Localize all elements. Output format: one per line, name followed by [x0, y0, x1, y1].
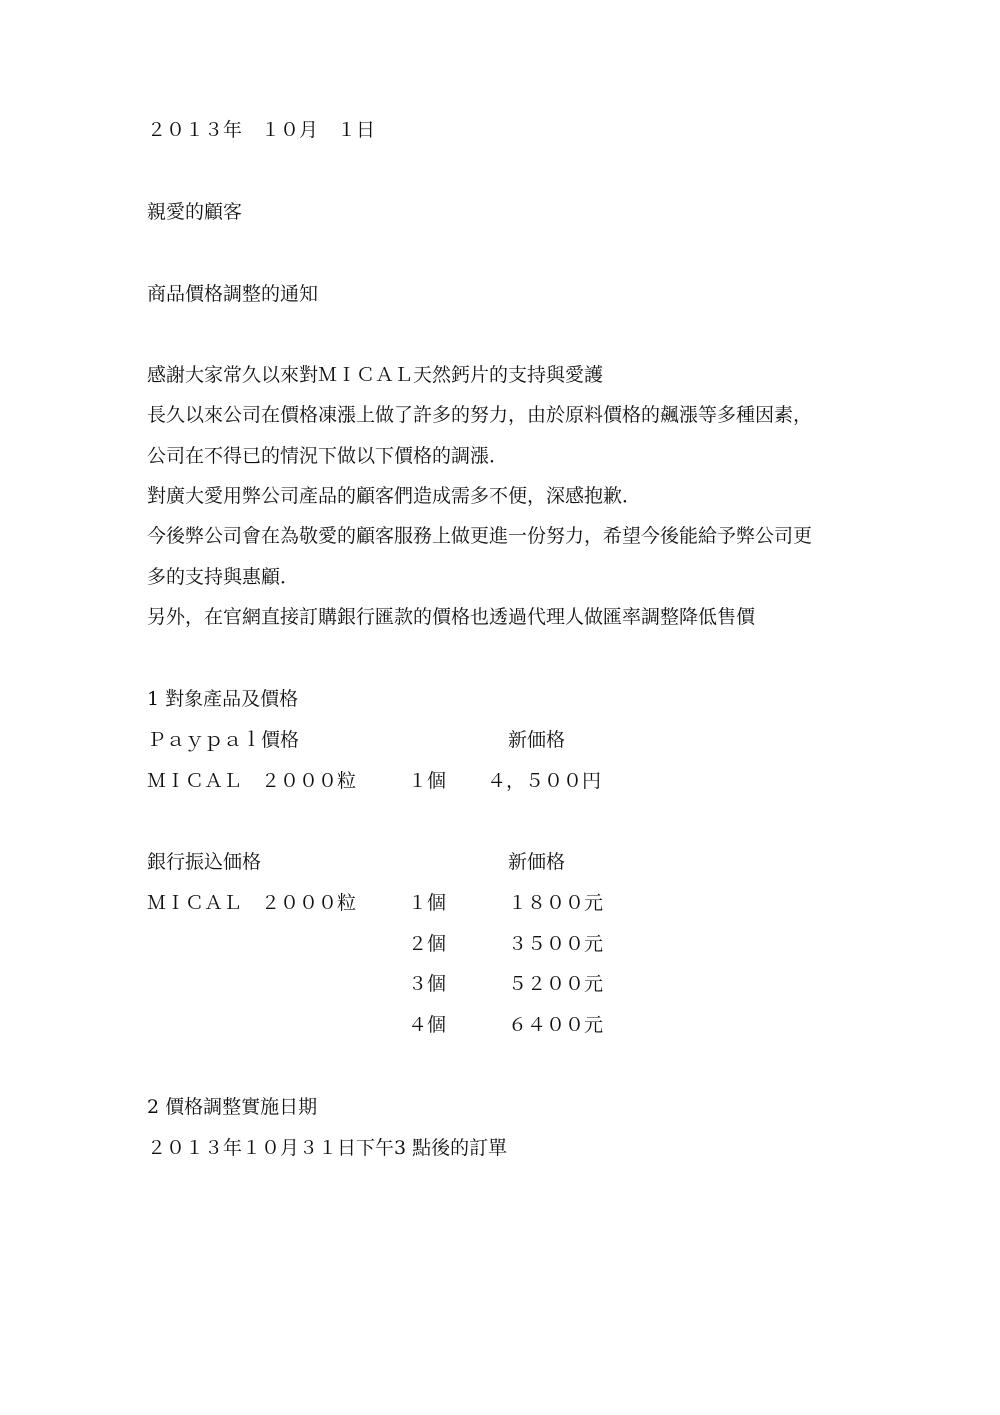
subject-title: 商品價格調整的通知 — [147, 283, 319, 305]
body-paragraph-line: 對廣大愛用弊公司產品的顧客們造成需多不便，深感抱歉． — [147, 485, 642, 507]
bank-price-label: 銀行振込価格 — [147, 851, 262, 873]
bank-qty: ３個 — [408, 973, 447, 995]
body-paragraph-line: 長久以來公司在價格凍漲上做了許多的努力，由於原料價格的飆漲等多種因素， — [147, 404, 813, 426]
bank-qty: ４個 — [408, 1014, 447, 1036]
section1-heading: 1 對象產品及價格 — [147, 688, 299, 710]
body-paragraph-line: 公司在不得已的情況下做以下價格的調漲． — [147, 445, 509, 467]
bank-qty: ２個 — [408, 933, 447, 955]
paypal-price: ４，５００円 — [487, 770, 602, 792]
paypal-qty: １個 — [408, 770, 447, 792]
section2-effective-date: ２０１３年１０月３１日下午3 點後的訂單 — [147, 1137, 508, 1159]
bank-price: ５２００元 — [508, 973, 604, 995]
salutation: 親愛的顧客 — [147, 201, 243, 223]
bank-new-price-label: 新価格 — [508, 851, 566, 873]
paypal-new-price-label: 新価格 — [508, 729, 566, 751]
section2-heading: 2 價格調整實施日期 — [147, 1096, 318, 1118]
bank-price: ６４００元 — [508, 1014, 604, 1036]
body-paragraph-line: 另外，在官網直接訂購銀行匯款的價格也透過代理人做匯率調整降低售價 — [147, 606, 756, 628]
paypal-price-label: Ｐａｙｐａｌ價格 — [147, 729, 300, 751]
bank-product: ＭＩＣＡＬ ２０００粒 — [147, 892, 357, 914]
bank-price: １８００元 — [508, 892, 604, 914]
bank-qty: １個 — [408, 892, 447, 914]
letter-date: ２０１３年 １０月 １日 — [147, 119, 376, 141]
body-paragraph-line: 今後弊公司會在為敬愛的顧客服務上做更進一份努力，希望今後能給予弊公司更 — [147, 525, 813, 547]
bank-price: ３５００元 — [508, 933, 604, 955]
paypal-product: ＭＩＣＡＬ ２０００粒 — [147, 770, 357, 792]
body-paragraph-line: 感謝大家常久以來對ＭＩＣＡＬ天然鈣片的支持與愛護 — [147, 364, 604, 386]
body-paragraph-line: 多的支持與惠顧． — [147, 566, 300, 588]
